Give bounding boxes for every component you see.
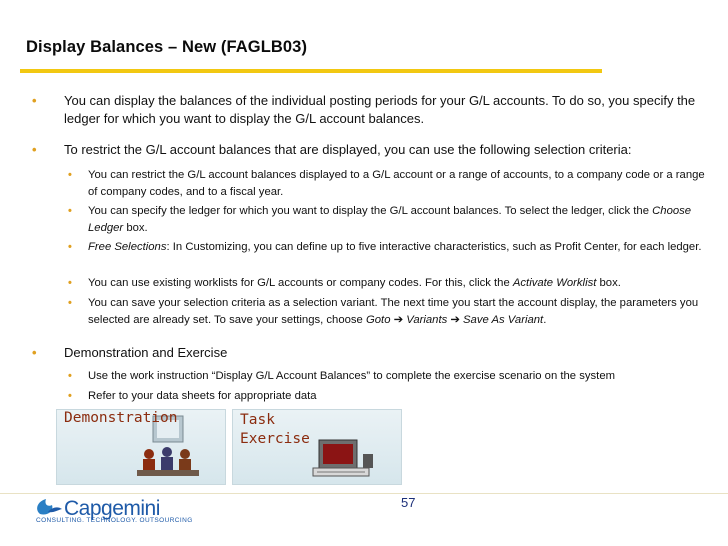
sub-bullet-dot: • — [68, 205, 72, 217]
capgemini-spade-logo-icon — [34, 497, 64, 517]
sub-bullet-dot: • — [68, 241, 72, 253]
demonstration-label: Demonstration — [64, 410, 178, 426]
sub-bullet-3 — [68, 239, 708, 256]
sub-bullet-1 — [68, 167, 708, 200]
save-as-variant-term: Save As Variant — [463, 313, 544, 326]
title-underline — [20, 69, 602, 73]
capgemini-tagline: CONSULTING. TECHNOLOGY. OUTSOURCING — [36, 517, 193, 524]
sub-bullet-dot: • — [68, 370, 72, 382]
choose-ledger-term: Choose Ledger — [88, 205, 692, 234]
sub-bullet-5 — [68, 295, 708, 328]
goto-term: Goto — [365, 313, 391, 326]
exercise-label: Exercise — [240, 431, 310, 447]
arrow-right-icon: ➔ — [450, 313, 460, 326]
bullet-dot: • — [32, 93, 37, 108]
variants-term: Variants — [406, 313, 448, 326]
sub-bullet-dot: • — [68, 169, 72, 181]
slide-title: Display Balances – New (FAGLB03) — [26, 38, 308, 56]
sub-bullet-1-text: You can restrict the G/L account balances displayed to a G/L account or a range of accounts, to a company code or a range of company codes, and to a fiscal year. — [88, 169, 705, 198]
sub-bullet-5-text: You can save your selection criteria as a selection variant. The next time you start the account display, the parameters you selected are already set. To save your settings, choose Goto ➔ Variants ➔ Save As Variant. — [88, 297, 699, 326]
sub-bullet-6 — [68, 368, 708, 385]
bullet-3 — [32, 344, 696, 362]
footer-divider — [0, 493, 728, 494]
page-number: 57 — [401, 495, 416, 510]
sub-bullet-7-text: Refer to your data sheets for appropriate data — [88, 390, 317, 402]
activate-worklist-term: Activate Worklist — [512, 277, 597, 289]
arrow-right-icon: ➔ — [393, 313, 404, 326]
sub-bullet-3-text: Free Selections: In Customizing, you can define up to five interactive characteristics, such as Profit Center, for each ledger. — [88, 241, 702, 253]
capgemini-logo-text: Capgemini — [64, 497, 160, 520]
sub-bullet-4 — [68, 275, 708, 292]
sub-bullet-2 — [68, 203, 708, 236]
bullet-dot: • — [32, 142, 37, 157]
bullet-dot: • — [32, 345, 37, 360]
bullet-3-text: Demonstration and Exercise — [64, 345, 228, 360]
bullet-2 — [32, 141, 706, 159]
bullet-1-text: You can display the balances of the individual posting periods for your G/L accounts. To do so, you specify the ledger for which you want to display the G/L account balances. — [64, 93, 696, 126]
bullet-2-text: To restrict the G/L account balances that are displayed, you can use the following selection criteria: — [64, 142, 632, 157]
sub-bullet-4-text: You can use existing worklists for G/L accounts or company codes. For this, click the Activate Worklist box. — [88, 277, 621, 289]
sub-bullet-dot: • — [68, 297, 72, 309]
bullet-1 — [32, 92, 696, 128]
sub-bullet-7 — [68, 388, 708, 405]
sub-bullet-6-text: Use the work instruction “Display G/L Account Balances” to complete the exercise scenario on the system — [88, 370, 616, 382]
sub-bullet-dot: • — [68, 390, 72, 402]
sub-bullet-dot: • — [68, 277, 72, 289]
sub-bullet-2-text: You can specify the ledger for which you want to display the G/L account balances. To select the ledger, click the Choose Ledger box. — [88, 205, 692, 234]
task-label: Task — [240, 412, 275, 428]
free-selections-term: Free Selections — [88, 241, 167, 253]
